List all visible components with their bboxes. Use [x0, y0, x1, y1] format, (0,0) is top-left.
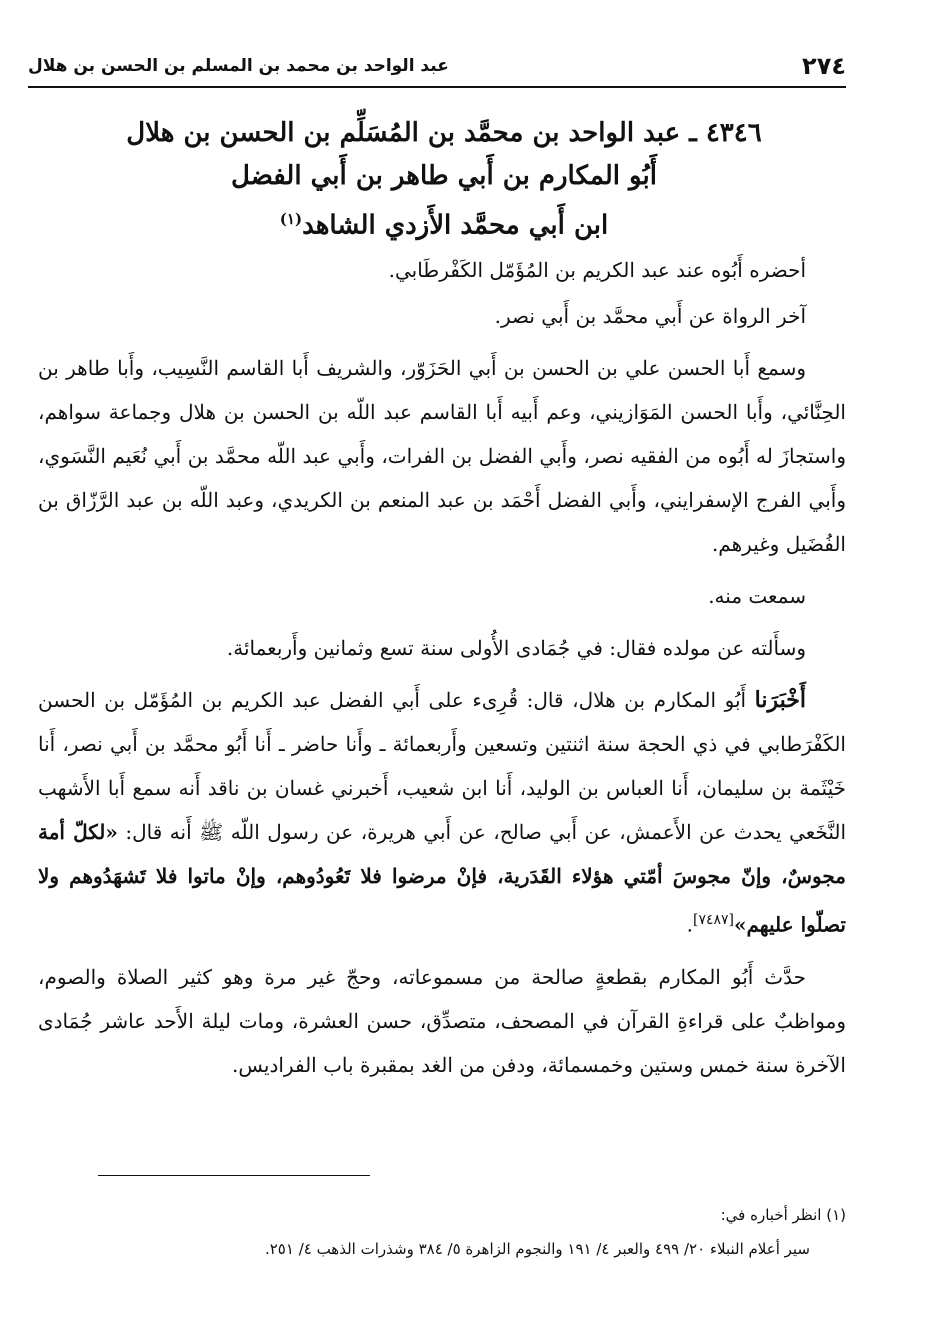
paragraph-5: وسأَلته عن مولده فقال: في جُمَادى الأُولى سنة تسع وثمانين وأَربعمائة.	[226, 636, 806, 660]
paragraph-2: آخر الرواة عن أَبي محمَّد بن أَبي نصر.	[494, 304, 806, 328]
footnote-1-heading: (١) انظر أخباره في:	[720, 1206, 846, 1224]
body-text	[38, 248, 846, 1095]
footnote-rule	[98, 1175, 370, 1176]
hadith-number: [٧٤٨٧]	[692, 912, 734, 928]
footnote-marker: (١)	[279, 210, 303, 228]
paragraph-3: وسمع أَبا الحسن علي بن الحسن بن أَبي الحَزَوّر، والشريف أَبا القاسم النَّسِيب، وأَبا طاهر بن الحِنَّائي، وأَبا الحسن المَوَازيني، وعم أَبيه أَبا القاسم عبد اللّه بن الحسن بن هلال وجماعة سواهم، واستجازَ له أَبُوه من الفقيه نصر، وأَبي الفضل بن الفرات، وأَبي عبد اللّه محمَّد بن أَبي نُعَيم النَّسَوي، وأَبي الفرج الإسفرايني، وأَبي الفضل أَحْمَد بن عبد المنعم بن الكريدي، وعبد اللّه بن عبد الرَّزّاق بن الفُضَيل وغيرهم.	[38, 356, 846, 556]
entry-heading-line-1: ٤٣٤٦ ـ عبد الواحد بن محمَّد بن المُسَلِّم بن الحسن بن هلال	[126, 118, 762, 148]
footnote-1-sources: سير أعلام النبلاء ٢٠/ ٤٩٩ والعبر ٤/ ١٩١ والنجوم الزاهرة ٥/ ٣٨٤ وشذرات الذهب ٤/ ٢٥١.	[264, 1240, 810, 1258]
hadith-text: «لكلّ أمة مجوسٌ، وإنّ مجوسَ أمّتي هؤلاء القَدَرية، فإنْ مرضوا فلا تَعُودُوهم، وإنْ ماتوا فلا تَشهَدُوهم ولا تصلّوا عليهم»	[38, 820, 846, 937]
paragraph-6-end: .	[686, 912, 693, 937]
entry-heading	[60, 112, 828, 248]
isnad-text: أَبُو المكارم بن هلال، قال: قُرِىء على أَبي الفضل عبد الكريم بن المُؤَمّل بن الحسن الكَفْرَطابي في ذي الحجة سنة اثنتين وتسعين وأَربعمائة ـ وأَنا حاضر ـ أَنا أَبُو محمَّد بن أَبي نصر، أَنا خَيْثَمة بن سليمان، أَنا العباس بن الوليد، أَنا ابن شعيب، أَخبرني غسان بن ناقد أَنه سمع أَبا الأَشهب النَّخَعي يحدث عن الأَعمش، عن أَبي صالح، عن أَبي هريرة، عن رسول اللّه ﷺ أَنه قال:	[38, 688, 847, 844]
footnotes	[60, 1198, 846, 1266]
isnad-lead-word: أَخْبَرَنا	[754, 687, 806, 713]
running-title: عبد الواحد بن محمد بن المسلم بن الحسن بن هلال	[28, 56, 449, 76]
entry-heading-line-3-text: ابن أَبي محمَّد الأَزدي الشاهد	[302, 210, 609, 241]
entry-heading-line-3	[60, 198, 828, 248]
header-rule	[28, 86, 846, 88]
page-number: ٢٧٤	[802, 52, 846, 80]
entry-heading-line-2: أَبُو المكارم بن أَبي طاهر بن أَبي الفضل	[231, 161, 657, 191]
paragraph-6	[38, 678, 846, 947]
paragraph-1: أحضره أَبُوه عند عبد الكريم بن المُؤَمّل الكَفْرطَابي.	[388, 258, 806, 282]
paragraph-4: سمعت منه.	[708, 584, 806, 608]
running-header	[28, 52, 846, 80]
paragraph-7: حدَّث أَبُو المكارم بقطعةٍ صالحة من مسموعاته، وحجّ غير مرة وهو كثير الصلاة والصوم، ومواظبٌ على قراءةِ القرآن في المصحف، متصدِّق، حسن العشرة، ومات ليلة الأَحد عاشر جُمَادى الآخرة سنة خمس وستين وخمسمائة، ودفن من الغد بمقبرة باب الفراديس.	[38, 964, 846, 1077]
